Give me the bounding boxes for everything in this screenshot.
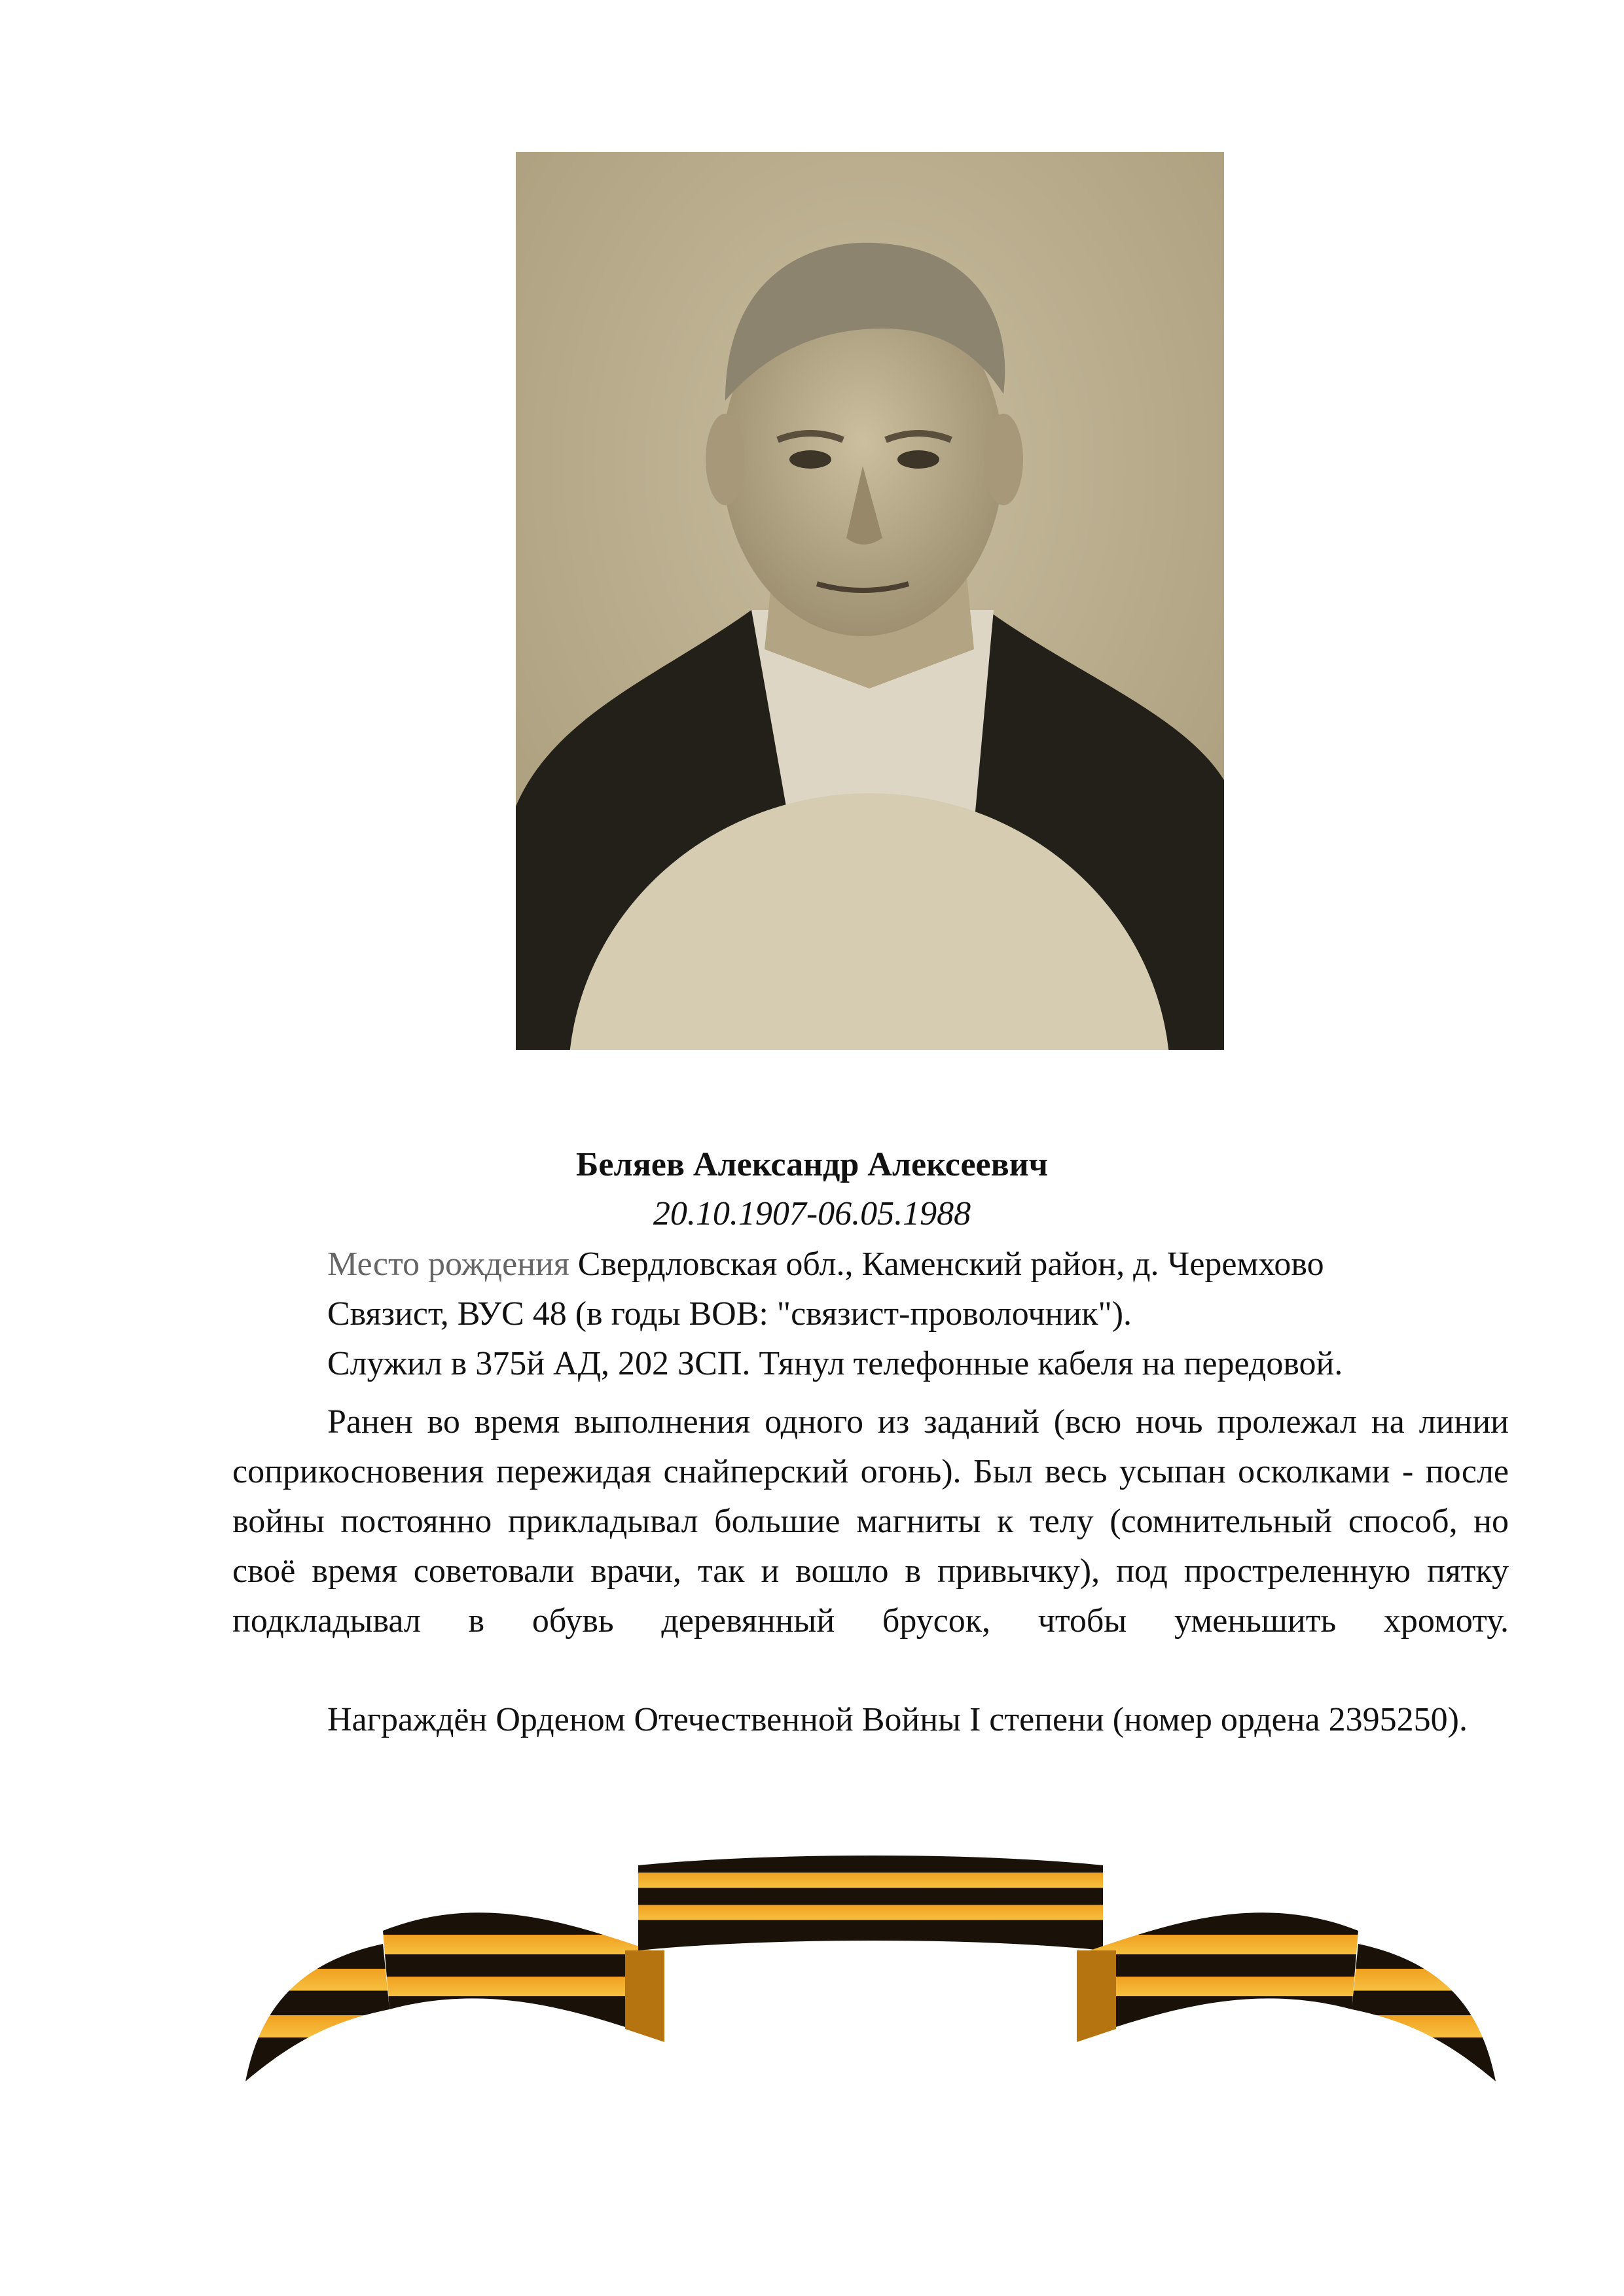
life-dates: 20.10.1907-06.05.1988 [653, 1195, 971, 1232]
portrait-photo [516, 152, 1224, 1050]
st-george-ribbon-icon [232, 1852, 1509, 2094]
birthplace-value: Свердловская обл., Каменский район, д. Черемхово [569, 1246, 1324, 1283]
award-paragraph: Награждён Орденом Отечественной Войны I степени (номер ордена 2395250). [327, 1701, 1468, 1738]
birthplace-label: Место рождения [327, 1246, 569, 1283]
birthplace-line [327, 1242, 1324, 1287]
unit-line: Служил в 375й АД, 202 ЗСП. Тянул телефонные кабеля на передовой. [327, 1345, 1343, 1382]
wounded-paragraph: Ранен во время выполнения одного из заданий (всю ночь пролежал на линии соприкосновения пережидая снайперский огонь). Был весь усыпан осколками - после войны постоянно прикладывал большие магниты к телу (сомнительный способ, но своё время советовали врачи, так и вошло в привычку), под простреленную пятку подкладывал в обувь деревянный брусок, чтобы уменьшить хромоту. [232, 1403, 1509, 1640]
person-name: Беляев Александр Алексеевич [575, 1146, 1049, 1183]
service-line: Связист, ВУС 48 (в годы ВОВ: "связист-проволочник"). [327, 1295, 1132, 1333]
